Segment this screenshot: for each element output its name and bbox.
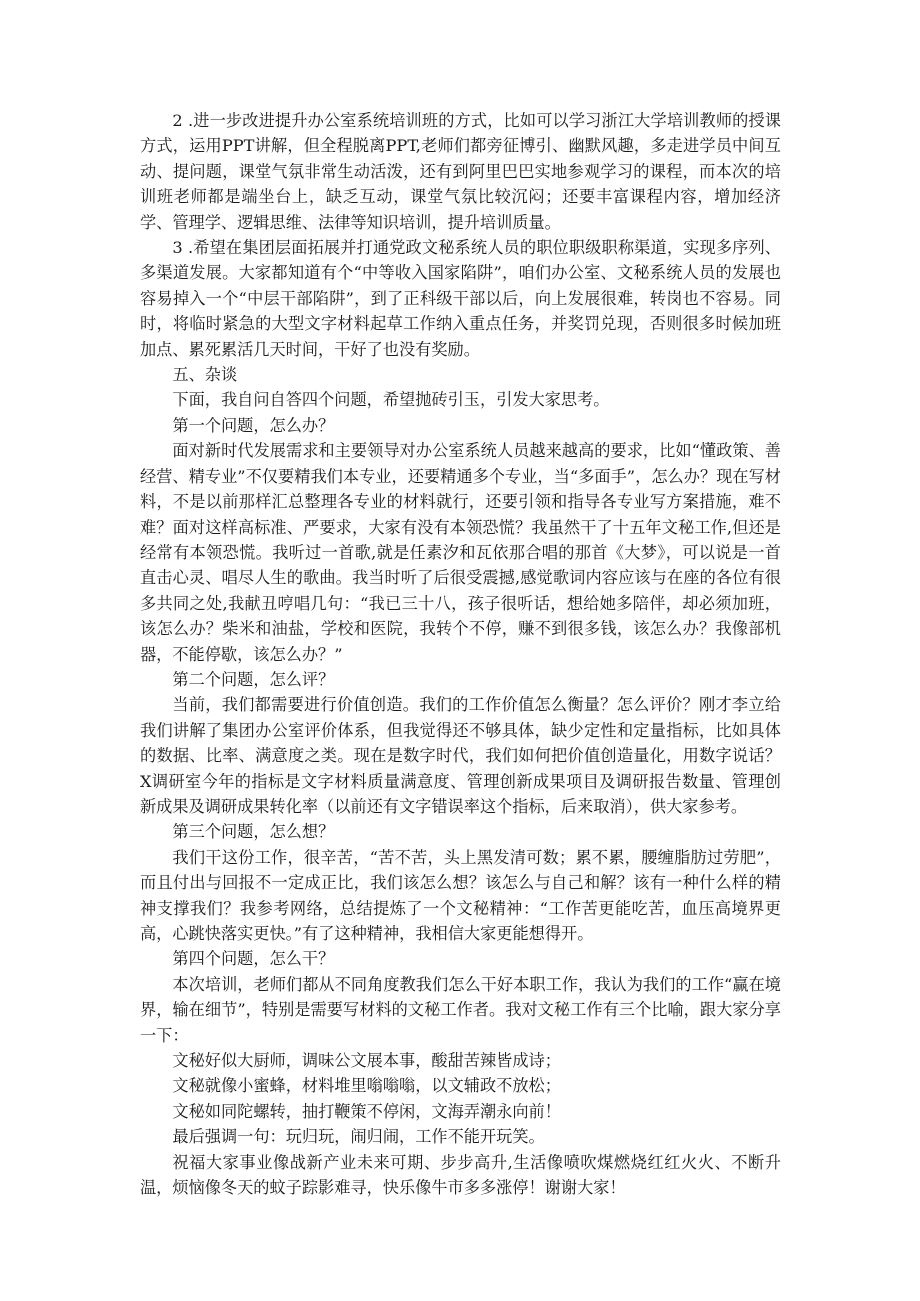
question-3-body: 我们干这份工作，很辛苦，“苦不苦，头上黑发清可数；累不累，腰缠脂肪过劳肥”，而且付出与回报不一定成正比，我们该怎么想？该怎么与自己和解？该有一种什么样的精神支撑我们？我参考网络，总结提炼了一个文秘精神：“工作苦更能吃苦，血压高境界更高，心跳快落实更快。”有了这种精神，我相信大家更能想得开。 (140, 847, 781, 943)
question-2-heading: 第二个问题，怎么评？ (172, 669, 335, 689)
question-4-body: 本次培训，老师们都从不同角度教我们怎么干好本职工作，我认为我们的工作“赢在境界，输在细节”，特别是需要写材料的文秘工作者。我对文秘工作有三个比喻，跟大家分享一下： (140, 974, 781, 1045)
question-4-heading: 第四个问题，怎么干？ (172, 949, 335, 969)
metaphor-line-2: 文秘就像小蜜蜂，材料堆里嗡嗡嗡，以文辅政不放松； (172, 1076, 561, 1096)
question-1-body: 面对新时代发展需求和主要领导对办公室系统人员越来越高的要求，比如“懂政策、善经营、精专业”不仅要精我们本专业，还要精通多个专业，当“多面手”，怎么办？现在写材料，不是以前那样汇总整理各专业的材料就行，还要引领和指导各专业写方案措施，难不难？面对这样高标准、严要求，大家有没有本领恐慌？我虽然干了十五年文秘工作,但还是经常有本领恐慌。我听过一首歌,就是任素汐和瓦依那合唱的那首《大梦》，可以说是一首直击心灵、唱尽人生的歌曲。我当时听了后很受震撼,感觉歌词内容应该与在座的各位有很多共同之处,我献丑哼唱几句：“我已三十八，孩子很听话，想给她多陪伴，却必须加班，该怎么办？柴米和油盐，学校和医院，我转个不停，赚不到很多钱，该怎么办？我像部机器，不能停歇，该怎么办？” (140, 441, 781, 664)
paragraph-intro-questions: 下面，我自问自答四个问题，希望抛砖引玉，引发大家思考。 (172, 390, 610, 410)
paragraph-career-channel: 3 .希望在集团层面拓展并打通党政文秘系统人员的职位职级职称渠道，实现多序列、多渠道发展。大家都知道有个“中等收入国家陷阱”，咱们办公室、文秘系统人员的发展也容易掉入一个“中层干部陷阱”，到了正科级干部以后，向上发展很难，转岗也不容易。同时，将临时紧急的大型文字材料起草工作纳入重点任务，并奖罚兑现，否则很多时候加班加点、累死累活几天时间，干好了也没有奖励。 (140, 238, 781, 359)
question-3-heading: 第三个问题，怎么想？ (172, 822, 335, 842)
question-2-body: 当前，我们都需要进行价值创造。我们的工作价值怎么衡量？怎么评价？刚才李立给我们讲解了集团办公室评价体系，但我觉得还不够具体，缺少定性和定量指标，比如具体的数据、比率、满意度之类。现在是数字时代，我们如何把价值创造量化，用数字说话？X调研室今年的指标是文字材料质量满意度、管理创新成果项目及调研报告数量、管理创新成果及调研成果转化率（以前还有文字错误率这个指标，后来取消），供大家参考。 (140, 695, 781, 816)
section-heading-zatan: 五、杂谈 (172, 365, 238, 385)
document-body (140, 108, 781, 1200)
paragraph-training-method: 2 .进一步改进提升办公室系统培训班的方式，比如可以学习浙江大学培训教师的授课方式，运用PPT讲解，但全程脱离PPT,老师们都旁征博引、幽默风趣，多走进学员中间互动、提问题，课堂气氛非常生动活泼，还有到阿里巴巴实地参观学习的课程，而本次的培训班老师都是端坐台上，缺乏互动，课堂气氛比较沉闷；还要丰富课程内容，增加经济学、管理学、逻辑思维、法律等知识培训，提升培训质量。 (140, 111, 781, 232)
closing-blessing: 祝福大家事业像战新产业未来可期、步步高升,生活像喷吹煤燃烧红红火火、不断升温，烦恼像冬天的蚊子踪影难寻，快乐像牛市多多涨停！谢谢大家！ (140, 1152, 781, 1198)
metaphor-line-1: 文秘好似大厨师，调味公文展本事，酸甜苦辣皆成诗； (172, 1051, 561, 1071)
question-1-heading: 第一个问题，怎么办？ (172, 415, 335, 435)
metaphor-line-3: 文秘如同陀螺转，抽打鞭策不停闲，文海弄潮永向前！ (172, 1101, 561, 1121)
closing-emphasis: 最后强调一句：玩归玩，闹归闹，工作不能开玩笑。 (172, 1127, 545, 1147)
